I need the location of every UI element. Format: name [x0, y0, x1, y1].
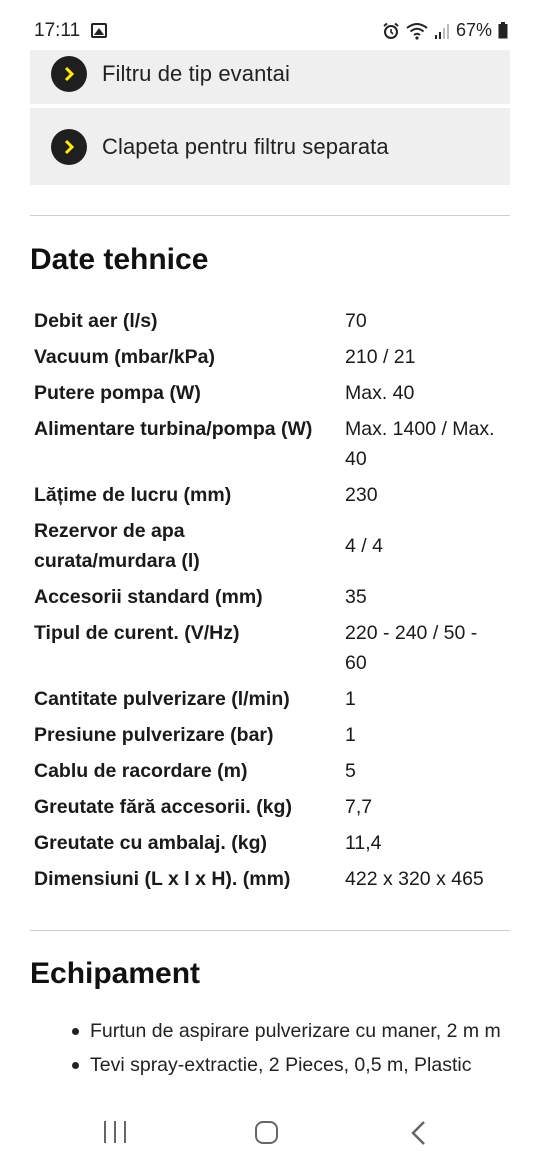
- spec-row: [34, 789, 504, 825]
- recent-apps-icon[interactable]: [104, 1121, 126, 1143]
- list-item: Furtun de aspirare pulverizare cu maner, 2 m m: [70, 1016, 515, 1046]
- signal-icon: [434, 22, 450, 40]
- spec-value: 5: [345, 760, 356, 782]
- section-divider: [30, 215, 510, 216]
- spec-value: 7,7: [345, 796, 373, 818]
- spec-value: Max. 40: [345, 382, 415, 404]
- spec-row: [34, 375, 504, 411]
- product-page-content[interactable]: [0, 50, 540, 1095]
- spec-label: Putere pompa (W): [34, 382, 201, 404]
- spec-label: Lățime de lucru (mm): [34, 484, 232, 506]
- spec-label: Accesorii standard (mm): [34, 586, 263, 608]
- battery-icon: [498, 22, 508, 39]
- spec-label: Cablu de racordare (m): [34, 760, 248, 782]
- spec-row: [34, 681, 504, 717]
- spec-row: [34, 411, 504, 477]
- spec-label: Greutate cu ambalaj. (kg): [34, 832, 267, 854]
- spec-label: Greutate fără accesorii. (kg): [34, 796, 292, 818]
- spec-value: Max. 1400 / Max. 40: [345, 418, 495, 470]
- back-icon[interactable]: [410, 1120, 428, 1146]
- accessory-label: Filtru de tip evantai: [102, 61, 290, 86]
- spec-row: [34, 753, 504, 789]
- spec-value: 70: [345, 310, 367, 332]
- spec-value: 422 x 320 x 465: [345, 868, 484, 890]
- spec-value: 1: [345, 724, 356, 746]
- spec-label: Rezervor de apa curata/murdara (l): [34, 520, 200, 572]
- tech-specs-table: [34, 303, 504, 897]
- spec-value: 210 / 21: [345, 346, 416, 368]
- equipment-heading: Echipament: [30, 957, 201, 990]
- spec-value: 11,4: [345, 832, 382, 854]
- battery-percent: 67%: [455, 20, 492, 40]
- spec-label: Dimensiuni (L x l x H). (mm): [34, 868, 291, 890]
- spec-label: Vacuum (mbar/kPa): [34, 346, 215, 368]
- accessory-link-fan-filter[interactable]: [30, 50, 510, 104]
- status-time: 17:11: [34, 20, 81, 41]
- spec-row: [34, 339, 504, 375]
- status-icons: [382, 20, 508, 41]
- tech-data-heading: Date tehnice: [30, 243, 209, 276]
- accessory-link-filter-flap[interactable]: [30, 108, 510, 185]
- wifi-icon: [406, 22, 428, 40]
- spec-value: 1: [345, 688, 356, 710]
- alarm-icon: [382, 22, 400, 40]
- spec-value: 35: [345, 586, 367, 608]
- spec-value: 4 / 4: [345, 535, 383, 557]
- spec-label: Alimentare turbina/pompa (W): [34, 418, 313, 440]
- spec-value: 230: [345, 484, 378, 506]
- spec-label: Debit aer (l/s): [34, 310, 158, 332]
- spec-label: Tipul de curent. (V/Hz): [34, 622, 240, 644]
- spec-row: [34, 513, 504, 579]
- spec-label: Presiune pulverizare (bar): [34, 724, 274, 746]
- chevron-right-icon: [51, 129, 87, 165]
- system-nav-bar: [0, 1095, 540, 1170]
- home-icon[interactable]: [255, 1121, 278, 1144]
- chevron-right-icon: [51, 56, 87, 92]
- spec-row: [34, 579, 504, 615]
- spec-row: [34, 825, 504, 861]
- spec-row: [34, 303, 504, 339]
- accessory-label: Clapeta pentru filtru separata: [102, 133, 389, 159]
- spec-row: [34, 615, 504, 681]
- spec-row: [34, 717, 504, 753]
- list-item: Tevi spray-extractie, 2 Pieces, 0,5 m, Plastic: [70, 1050, 515, 1080]
- spec-label: Cantitate pulverizare (l/min): [34, 688, 290, 710]
- spec-row: [34, 477, 504, 513]
- section-divider: [30, 930, 510, 931]
- status-bar: [0, 0, 540, 50]
- image-icon: [91, 23, 107, 38]
- spec-row: [34, 861, 504, 897]
- equipment-list: [70, 1016, 515, 1084]
- spec-value: 220 - 240 / 50 - 60: [345, 622, 478, 674]
